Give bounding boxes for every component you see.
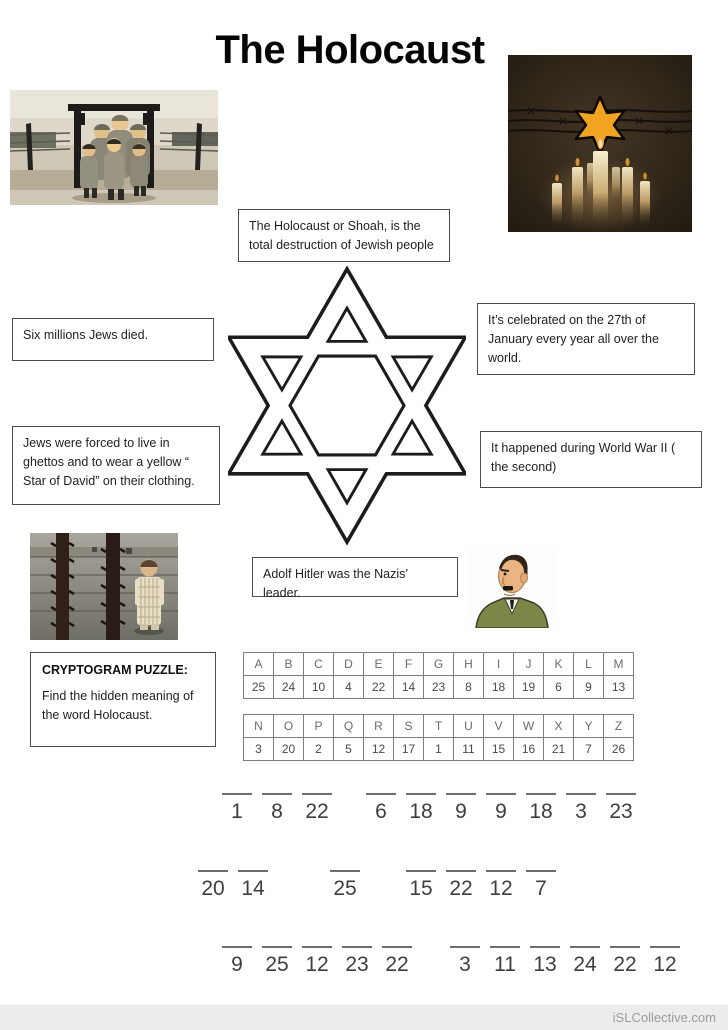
cipher-table-a-m: [243, 652, 634, 699]
cipher-number-cell: 5: [334, 738, 364, 761]
answer-number: 6: [375, 800, 387, 823]
answer-blank-line: [366, 793, 396, 795]
cipher-letter-cell: W: [514, 715, 544, 738]
cipher-letter-cell: A: [244, 653, 274, 676]
answer-blank-line: [382, 946, 412, 948]
answer-number: 25: [333, 877, 357, 900]
answer-slot: [366, 793, 396, 824]
answer-number: 22: [449, 877, 473, 900]
answer-slot: [198, 870, 228, 901]
hitler-caricature-image: [468, 548, 556, 628]
answer-slot: [570, 946, 600, 977]
answer-slot: [450, 946, 480, 977]
page-title: The Holocaust: [215, 28, 485, 72]
cipher-number-cell: 23: [424, 676, 454, 699]
cipher-letter-cell: T: [424, 715, 454, 738]
cipher-number-cell: 8: [454, 676, 484, 699]
cipher-letter-cell: P: [304, 715, 334, 738]
cipher-number-cell: 10: [304, 676, 334, 699]
cipher-number-cell: 18: [484, 676, 514, 699]
answer-blank-line: [406, 870, 436, 872]
cryptogram-instruction-box: [30, 652, 216, 747]
cipher-number-cell: 3: [244, 738, 274, 761]
cryptogram-heading: CRYPTOGRAM PUZZLE:: [42, 663, 188, 677]
answer-group-word-1: [222, 793, 332, 824]
answer-number: 9: [495, 800, 507, 823]
answer-group-word-4: [330, 870, 360, 901]
star-of-david-outline: [228, 263, 466, 548]
answer-number: 3: [575, 800, 587, 823]
cipher-letter-cell: C: [304, 653, 334, 676]
memorial-candles-image: [508, 55, 692, 232]
answer-slot: [406, 870, 436, 901]
answer-group-word-2: [366, 793, 636, 824]
cryptogram-instructions: Find the hidden meaning of the word Holocaust.: [42, 689, 194, 722]
answer-number: 7: [535, 877, 547, 900]
answer-slot: [302, 793, 332, 824]
cipher-number-cell: 12: [364, 738, 394, 761]
answer-blank-line: [486, 793, 516, 795]
answer-blank-line: [342, 946, 372, 948]
answer-slot: [302, 946, 332, 977]
cipher-number-cell: 21: [544, 738, 574, 761]
answer-group-word-7: [450, 946, 680, 977]
answer-blank-line: [570, 946, 600, 948]
cipher-letter-cell: B: [274, 653, 304, 676]
answer-blank-line: [446, 793, 476, 795]
cipher-letter-cell: E: [364, 653, 394, 676]
answer-number: 20: [201, 877, 225, 900]
answer-blank-line: [526, 870, 556, 872]
answer-slot: [446, 870, 476, 901]
answer-blank-line: [222, 793, 252, 795]
answer-number: 9: [455, 800, 467, 823]
fact-box-six-millions: Six millions Jews died.: [12, 318, 214, 361]
cipher-letter-cell: J: [514, 653, 544, 676]
fact-box-ghettos: Jews were forced to live in ghettos and to wear a yellow “ Star of David” on their clothing.: [12, 426, 220, 505]
camp-gate-cartoon: [10, 90, 218, 205]
answer-blank-line: [238, 870, 268, 872]
answer-slot: [330, 870, 360, 901]
answer-group-word-3: [198, 870, 268, 901]
answer-blank-line: [302, 793, 332, 795]
answer-blank-line: [330, 870, 360, 872]
hitler-caricature: [468, 548, 556, 628]
fact-box-celebrated: It’s celebrated on the 27th of January every year all over the world.: [477, 303, 695, 375]
cipher-number-cell: 2: [304, 738, 334, 761]
fact-box-hitler: Adolf Hitler was the Nazis’ leader.: [252, 557, 458, 597]
answer-slot: [222, 946, 252, 977]
cipher-letter-cell: H: [454, 653, 484, 676]
answer-slot: [406, 793, 436, 824]
answer-blank-line: [610, 946, 640, 948]
cipher-number-cell: 13: [604, 676, 634, 699]
answer-blank-line: [302, 946, 332, 948]
cipher-number-cell: 9: [574, 676, 604, 699]
answer-number: 12: [489, 877, 513, 900]
islcollective-watermark: iSLCollective.com: [612, 1010, 716, 1025]
footer-watermark-bar: [0, 1005, 728, 1030]
answer-slot: [262, 793, 292, 824]
answer-slot: [490, 946, 520, 977]
answer-slot: [606, 793, 636, 824]
cipher-letter-cell: Q: [334, 715, 364, 738]
answer-group-word-6: [222, 946, 412, 977]
answer-blank-line: [530, 946, 560, 948]
answer-number: 23: [609, 800, 633, 823]
mustache: [503, 586, 513, 591]
answer-slot: [610, 946, 640, 977]
answer-blank-line: [606, 793, 636, 795]
answer-number: 11: [494, 953, 516, 976]
star-of-david-outline-svg: [228, 263, 466, 548]
answer-number: 23: [345, 953, 369, 976]
cipher-number-cell: 6: [544, 676, 574, 699]
cipher-letter-cell: L: [574, 653, 604, 676]
answer-slot: [238, 870, 268, 901]
answer-blank-line: [490, 946, 520, 948]
camp-gate-cartoon-image: [10, 90, 218, 205]
answer-blank-line: [450, 946, 480, 948]
camp-fence-child-photo: [30, 533, 178, 640]
answer-number: 12: [653, 953, 677, 976]
answer-slot: [526, 793, 556, 824]
cipher-number-cell: 11: [454, 738, 484, 761]
answer-slot: [446, 793, 476, 824]
cipher-letter-cell: O: [274, 715, 304, 738]
answer-blank-line: [198, 870, 228, 872]
answer-number: 3: [459, 953, 471, 976]
answer-slot: [650, 946, 680, 977]
cipher-letter-cell: Z: [604, 715, 634, 738]
answer-blank-line: [222, 946, 252, 948]
answer-number: 1: [231, 800, 243, 823]
cipher-letter-cell: G: [424, 653, 454, 676]
answer-number: 22: [305, 800, 329, 823]
cipher-letter-cell: U: [454, 715, 484, 738]
answer-number: 18: [529, 800, 553, 823]
cipher-letter-cell: M: [604, 653, 634, 676]
answer-blank-line: [406, 793, 436, 795]
answer-slot: [222, 793, 252, 824]
answer-slot: [566, 793, 596, 824]
answer-slot: [526, 870, 556, 901]
answer-slot: [530, 946, 560, 977]
cipher-number-cell: 26: [604, 738, 634, 761]
cipher-number-cell: 15: [484, 738, 514, 761]
cipher-number-cell: 14: [394, 676, 424, 699]
answer-blank-line: [262, 793, 292, 795]
answer-number: 24: [573, 953, 597, 976]
answer-number: 22: [385, 953, 409, 976]
cipher-number-cell: 25: [244, 676, 274, 699]
answer-number: 25: [265, 953, 289, 976]
cipher-letter-cell: X: [544, 715, 574, 738]
answer-blank-line: [262, 946, 292, 948]
answer-blank-line: [486, 870, 516, 872]
answer-number: 14: [241, 877, 265, 900]
answer-group-word-5: [406, 870, 556, 901]
answer-blank-line: [650, 946, 680, 948]
answer-number: 12: [305, 953, 329, 976]
answer-number: 18: [409, 800, 433, 823]
memorial-candles: [508, 55, 692, 232]
cipher-letter-cell: D: [334, 653, 364, 676]
cipher-letter-cell: Y: [574, 715, 604, 738]
answer-slot: [486, 793, 516, 824]
cipher-letter-cell: R: [364, 715, 394, 738]
answer-blank-line: [526, 793, 556, 795]
cipher-number-cell: 24: [274, 676, 304, 699]
answer-number: 15: [409, 877, 433, 900]
cipher-number-cell: 22: [364, 676, 394, 699]
answer-number: 22: [613, 953, 637, 976]
cipher-number-cell: 19: [514, 676, 544, 699]
cipher-letter-cell: F: [394, 653, 424, 676]
cipher-table-n-z: [243, 714, 634, 761]
cipher-number-cell: 4: [334, 676, 364, 699]
cipher-letter-cell: S: [394, 715, 424, 738]
cipher-letter-cell: V: [484, 715, 514, 738]
answer-slot: [382, 946, 412, 977]
answer-slot: [486, 870, 516, 901]
answer-number: 13: [533, 953, 557, 976]
cipher-number-cell: 16: [514, 738, 544, 761]
cipher-number-cell: 20: [274, 738, 304, 761]
fact-box-ww2: It happened during World War II ( the second): [480, 431, 702, 488]
camp-fence-child: [30, 533, 178, 640]
cipher-letter-cell: K: [544, 653, 574, 676]
fact-box-shoah: The Holocaust or Shoah, is the total destruction of Jewish people: [238, 209, 450, 262]
answer-number: 9: [231, 953, 243, 976]
answer-slot: [262, 946, 292, 977]
cipher-number-cell: 7: [574, 738, 604, 761]
answer-blank-line: [566, 793, 596, 795]
cipher-letter-cell: N: [244, 715, 274, 738]
cipher-number-cell: 1: [424, 738, 454, 761]
answer-slot: [342, 946, 372, 977]
cipher-letter-cell: I: [484, 653, 514, 676]
cipher-number-cell: 17: [394, 738, 424, 761]
answer-number: 8: [271, 800, 283, 823]
answer-blank-line: [446, 870, 476, 872]
